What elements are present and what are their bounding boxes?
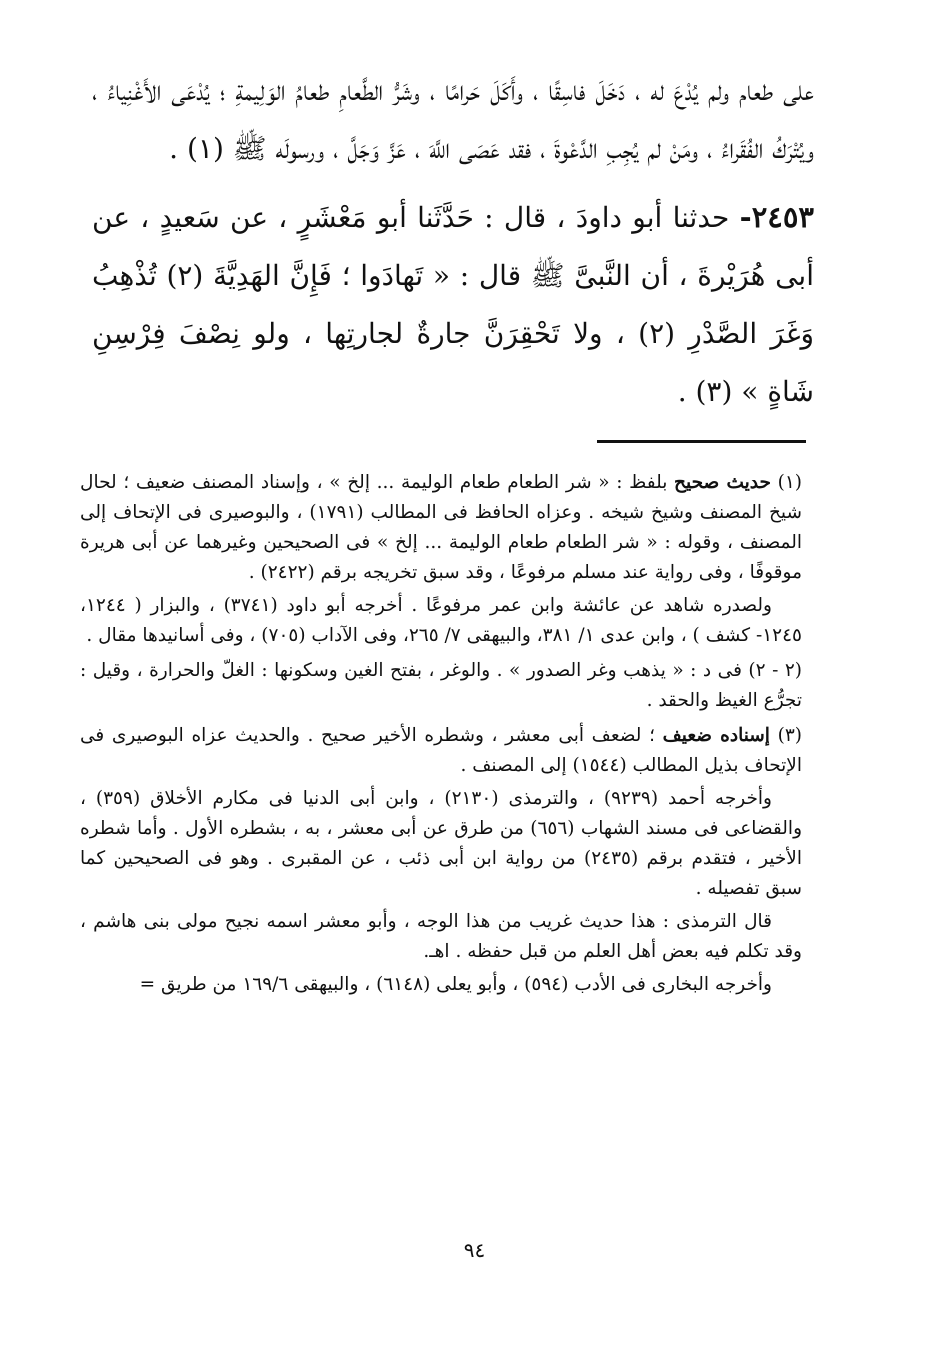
footnote-1-continuation: ولصدره شاهد عن عائشة وابن عمر مرفوعًا . أخرجه أبو داود (٣٧٤١) ، والبزار ( ١٢٤٤، ١٢٤٥- كشف ) ، وابن عدى ١/ ٣٨١، والبيهقى ٧/ ٢٦٥، وفى الآداب (٧٠٥) ، وفى أسانيدها مقال . bbox=[80, 595, 802, 646]
footnote-marker: (١) bbox=[770, 472, 802, 493]
footnote-2 bbox=[80, 656, 802, 716]
footnote-separator bbox=[597, 440, 806, 443]
footnote-3-continuation: وأخرجه أحمد (٩٢٣٩) ، والترمذى (٢١٣٠) ، وابن أبى الدنيا فى مكارم الأخلاق (٣٥٩) ، والقضاعى فى مسند الشهاب (٦٥٦) من طرق عن أبى معشر ، به ، بشطره الأول . وأما شطره الأخير ، فتقدم برقم (٢٤٣٥) من رواية ابن أبى ذئب ، عن المقبرى . وهو فى الصحيحين كما سبق تفصيله . bbox=[80, 788, 803, 899]
footnote-3 bbox=[80, 721, 802, 781]
footnote-text: ؛ لضعف أبى معشر ، وشطره الأخير صحيح . والحديث عزاه البوصيرى فى الإتحاف بذيل المطالب (١٥٤٤) إلى المصنف . bbox=[80, 725, 802, 776]
footnotes bbox=[80, 468, 802, 1000]
hadith-paragraph bbox=[92, 188, 814, 421]
continuation-paragraph: على طعام ولم يُدْعَ له ، دَخَلَ فاسِقًا ، وأَكَلَ حَرامًا ، وشَرُّ الطَّعامِ طعامُ الوَلِيمةِ ؛ يُدْعَى الأَغْنِياءُ ، ويُتْرَكُ الفُقَراءُ ، ومَنْ لم يُجِبِ الدَّعْوةَ ، فقد عَصَى اللَّهَ ، عَزَّ وَجَلَّ ، ورسولَه ﷺ (١) . bbox=[92, 74, 814, 165]
footnote-marker: (٢ - ٢) bbox=[741, 660, 802, 681]
hadith-number: ٢٤٥٣- bbox=[739, 200, 814, 234]
footnote-grade: إسناده ضعيف bbox=[662, 725, 770, 746]
footnote-3-more-sources: وأخرجه البخارى فى الأدب (٥٩٤) ، وأبو يعلى (٦١٤٨) ، والبيهقى ١٦٩/٦ من طريق = bbox=[139, 974, 772, 995]
footnote-marker: (٣) bbox=[769, 725, 802, 746]
footnote-1 bbox=[80, 468, 802, 588]
footnote-grade: حديث صحيح bbox=[674, 472, 771, 493]
main-text bbox=[92, 62, 814, 421]
footnote-text: فى د : « يذهب وغر الصدور » . والوغر ، بفتح الغين وسكونها : الغلّ والحرارة ، وقيل : تجرُّع الغيظ والحقد . bbox=[80, 660, 802, 711]
footnote-text: بلفظ : « شر الطعام طعام الوليمة ... إلخ » ، وإسناد المصنف ضعيف ؛ لحال شيخ المصنف وشيخ شيخه . وعزاه الحافظ فى المطالب (١٧٩١) ، والبوصيرى فى الإتحاف إلى المصنف ، وقوله : « شر الطعام طعام الوليمة ... إلخ » فى الصحيحين وغيرهما عن أبى هريرة موقوفًا ، وفى رواية عند مسلم مرفوعًا ، وقد سبق تخريجه برقم (٢٤٢٢) . bbox=[80, 472, 802, 583]
page-number: ٩٤ bbox=[463, 1238, 486, 1262]
footnote-3-tirmidhi-quote: قال الترمذى : هذا حديث غريب من هذا الوجه ، وأبو معشر اسمه نجيح مولى بنى هاشم ، وقد تكلم فيه بعض أهل العلم من قبل حفظه . اهـ. bbox=[80, 911, 802, 962]
hadith-text: حدثنا أبو داودَ ، قال : حَدَّثَنا أبو مَعْشَرٍ ، عن سَعيدٍ ، عن أبى هُرَيْرةَ ، أن النَّبىَّ ﷺ قال : « تَهادَوا ؛ فَإِنَّ الهَدِيَّةَ (٢) تُذْهِبُ وَغَرَ الصَّدْرِ (٢) ، ولا تَحْقِرَنَّ جارةٌ لجارتِها ، ولو نِصْفَ فِرْسِنِ شَاةٍ » (٣) . bbox=[92, 201, 815, 408]
